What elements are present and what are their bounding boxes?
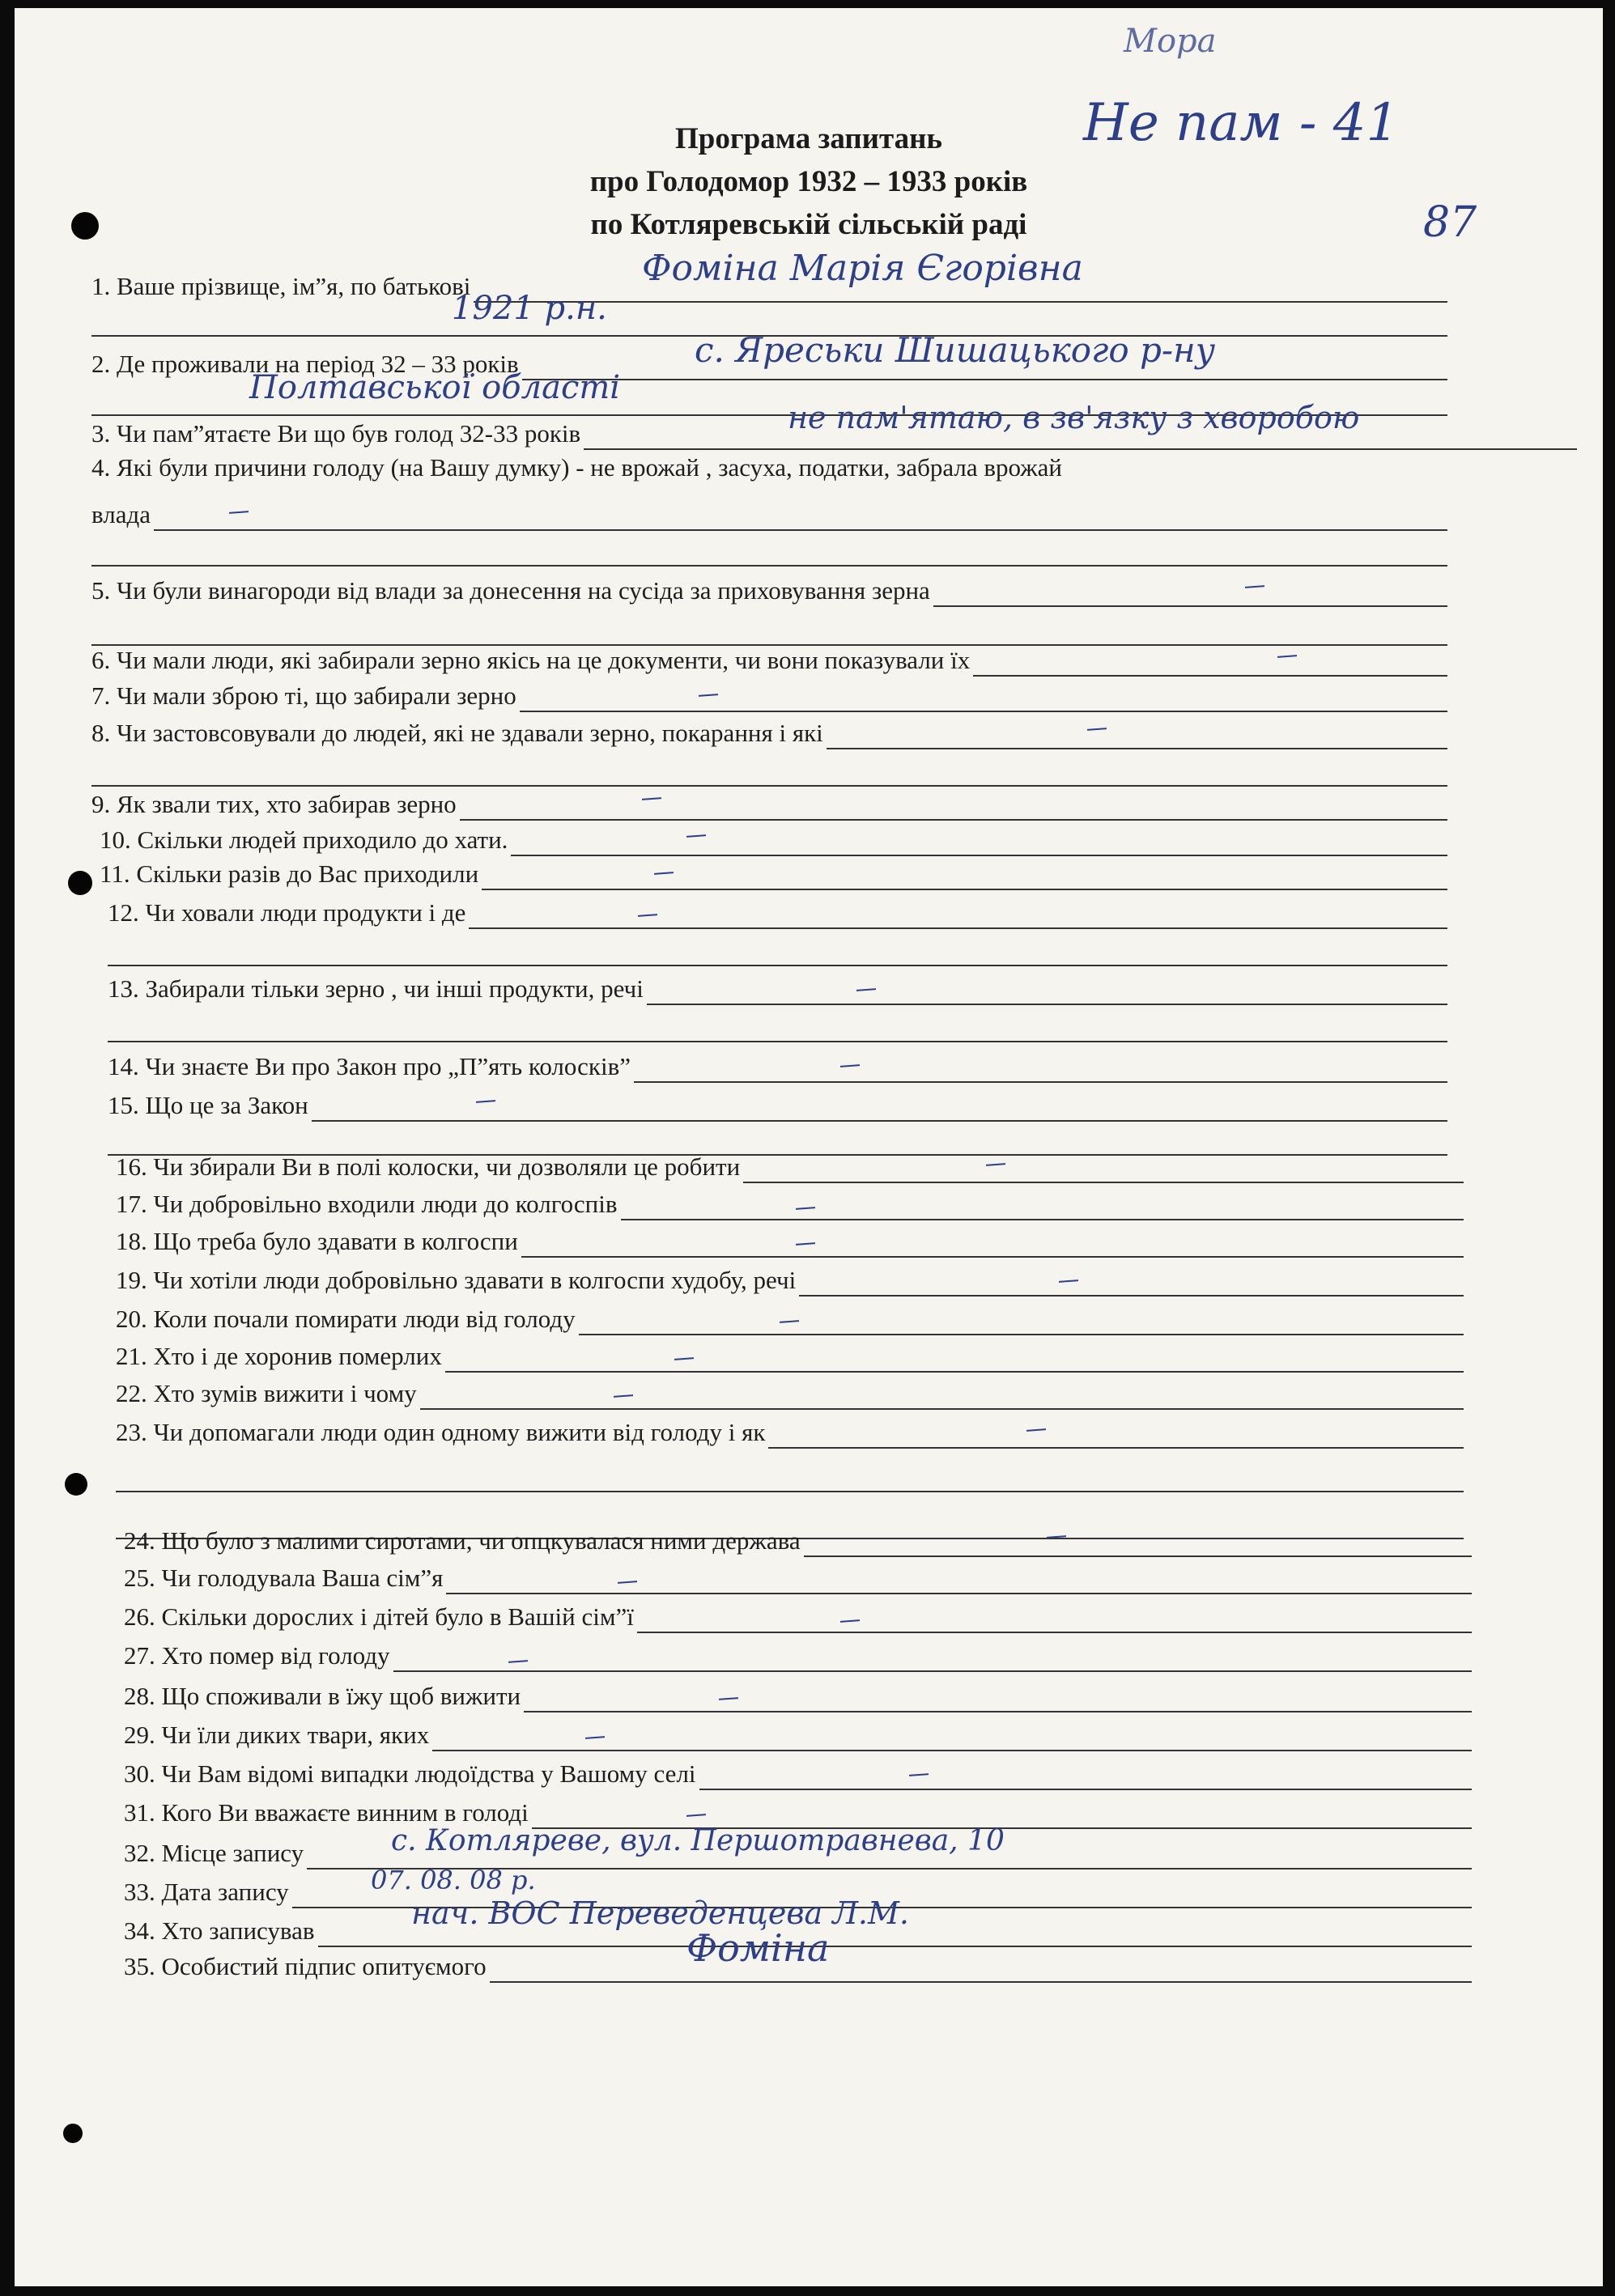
answer-line xyxy=(699,1789,1472,1790)
question-text: 34. Хто записував xyxy=(124,1916,315,1945)
corner-note-number: 87 xyxy=(1423,198,1477,247)
answer-line xyxy=(482,889,1447,890)
answer-line xyxy=(933,605,1447,607)
answer-line xyxy=(579,1334,1464,1335)
document-title-line3: по Котляревській сільській раді xyxy=(590,208,1027,241)
corner-note-count: Не пам - 41 xyxy=(1083,93,1400,153)
answer-line xyxy=(634,1081,1447,1083)
document-title-line2: про Голодомор 1932 – 1933 років xyxy=(589,165,1028,198)
answer-line xyxy=(432,1750,1472,1751)
answer-line xyxy=(312,1120,1447,1122)
handwritten-answer: 07. 08. 08 р. xyxy=(371,1865,536,1895)
question-text: 28. Що споживали в їжу щоб вижити xyxy=(124,1682,521,1710)
question-text: 16. Чи збирали Ви в полі колоски, чи дозволяли це робити xyxy=(116,1152,741,1181)
question-text: 24. Що було з малими сиротами, чи опцкувалася ними держава xyxy=(124,1526,801,1555)
answer-line xyxy=(420,1408,1464,1410)
corner-note-top: Мора xyxy=(1124,23,1217,60)
punch-hole xyxy=(65,1473,87,1496)
question-text: 23. Чи допомагали люди один одному вижити від голоду і як xyxy=(116,1418,766,1446)
answer-line xyxy=(768,1447,1464,1449)
question-text: 14. Чи знаєте Ви про Закон про „П”ять колосків” xyxy=(108,1052,631,1080)
answer-line xyxy=(743,1182,1464,1183)
document-title-line1: Програма запитань xyxy=(675,122,942,155)
punch-hole xyxy=(63,2124,83,2143)
question-text: 30. Чи Вам відомі випадки людоїдства у Вашому селі xyxy=(124,1759,696,1788)
question-text: 2. Де проживали на період 32 – 33 років xyxy=(91,350,519,378)
question-text: 8. Чи застовсовували до людей, які не здавали зерно, покарання і які xyxy=(91,719,823,747)
question-text: 25. Чи голодувала Ваша сім”я xyxy=(124,1564,444,1592)
answer-line xyxy=(511,855,1447,856)
question-text: 7. Чи мали зброю ті, що забирали зерно xyxy=(91,681,516,710)
question-text: 32. Місце запису xyxy=(124,1839,304,1867)
blank-answer-line xyxy=(116,1491,1464,1492)
answer-line xyxy=(799,1295,1464,1297)
answer-line xyxy=(445,1371,1464,1373)
question-text: 21. Хто і де хоронив померлих xyxy=(116,1342,442,1370)
signature: Фоміна xyxy=(686,1926,830,1970)
answer-line xyxy=(318,1946,1472,1947)
answer-line xyxy=(460,819,1447,821)
handwritten-answer: 1921 р.н. xyxy=(452,290,607,327)
question-text: 19. Чи хотіли люди добровільно здавати в колгоспи худобу, речі xyxy=(116,1266,797,1294)
question-text: влада xyxy=(91,500,151,528)
blank-answer-line xyxy=(91,785,1447,787)
handwritten-answer: с. Котляреве, вул. Першотравнева, 10 xyxy=(391,1824,1005,1857)
answer-line xyxy=(490,1981,1472,1983)
question-text: 22. Хто зумів вижити і чому xyxy=(116,1379,417,1407)
answer-line xyxy=(521,1256,1464,1258)
question-text: 35. Особистий підпис опитуємого xyxy=(124,1952,487,1980)
answer-line xyxy=(469,927,1447,929)
question-text: 10. Скільки людей приходило до хати. xyxy=(100,825,508,854)
answer-line xyxy=(474,301,1447,303)
question-text: 15. Що це за Закон xyxy=(108,1091,308,1119)
answer-line xyxy=(584,448,1577,450)
answer-line xyxy=(804,1555,1472,1557)
answer-line xyxy=(154,529,1447,531)
handwritten-answer: не пам'ятаю, в зв'язку з хворобою xyxy=(788,400,1360,435)
punch-hole xyxy=(68,871,92,895)
blank-answer-line xyxy=(108,1041,1447,1042)
handwritten-answer: Полтавської області xyxy=(249,369,621,406)
answer-line xyxy=(393,1670,1472,1672)
question-text: 27. Хто помер від голоду xyxy=(124,1641,390,1670)
answer-line xyxy=(520,711,1447,712)
question-text: 33. Дата запису xyxy=(124,1878,289,1906)
question-text: 9. Як звали тих, хто забирав зерно xyxy=(91,790,457,818)
answer-line xyxy=(524,1711,1472,1712)
handwritten-answer: нач. ВОС Переведенцева Л.М. xyxy=(411,1895,909,1931)
question-text: 6. Чи мали люди, які забирали зерно якісь на це документи, чи вони показували їх xyxy=(91,646,971,674)
answer-line xyxy=(522,379,1447,380)
answer-line xyxy=(637,1632,1472,1633)
blank-answer-line xyxy=(108,965,1447,966)
question-text: 12. Чи ховали люди продукти і де xyxy=(108,898,466,927)
question-text: 5. Чи були винагороди від влади за донесення на сусіда за приховування зерна xyxy=(91,576,930,605)
question-text: 26. Скільки дорослих і дітей було в Вашій сім”ї xyxy=(124,1602,634,1631)
answer-line xyxy=(446,1593,1472,1594)
handwritten-answer: Фоміна Марія Єгорівна xyxy=(642,248,1083,289)
answer-line xyxy=(827,748,1447,749)
question-text: 13. Забирали тільки зерно , чи інші продукти, речі xyxy=(108,974,644,1003)
question-text: 17. Чи добровільно входили люди до колгоспів xyxy=(116,1190,618,1218)
question-text: 4. Які були причини голоду (на Вашу думку) - не врожай , засуха, податки, забрала врожай xyxy=(91,453,1063,482)
question-text: 29. Чи їли диких твари, яких xyxy=(124,1721,430,1749)
handwritten-answer: с. Яреськи Шишацького р-ну xyxy=(695,330,1216,370)
blank-answer-line xyxy=(91,565,1447,567)
question-text: 1. Ваше прізвище, ім”я, по батькові xyxy=(91,272,471,300)
question-text: 20. Коли почали помирати люди від голоду xyxy=(116,1305,576,1333)
question-text: 11. Скільки разів до Вас приходили xyxy=(100,859,479,888)
question-text: 3. Чи пам”ятаєте Ви що був голод 32-33 років xyxy=(91,419,581,448)
answer-line xyxy=(973,675,1447,677)
question-text: 18. Що треба було здавати в колгоспи xyxy=(116,1227,518,1255)
question-text: 31. Кого Ви вважаєте винним в голоді xyxy=(124,1798,529,1827)
document-page xyxy=(15,8,1603,2286)
answer-line xyxy=(647,1004,1447,1005)
answer-line xyxy=(621,1219,1464,1220)
